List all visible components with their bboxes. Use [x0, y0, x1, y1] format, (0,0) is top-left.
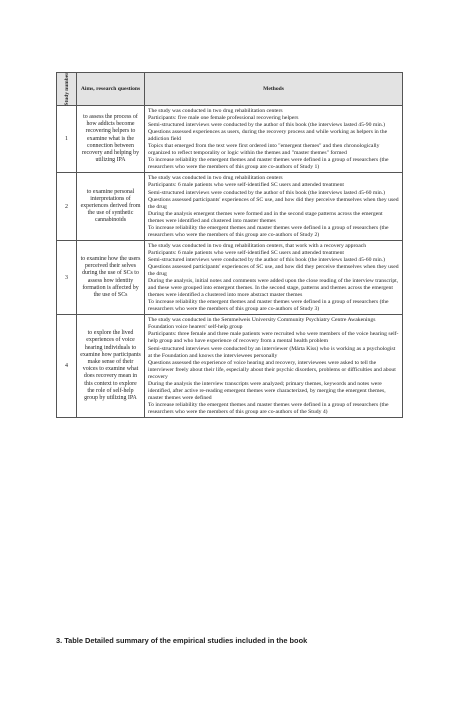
header-study-number — [57, 73, 77, 106]
method-line: To increase reliability the emergent themes and master themes were defined in a group of researchers (the researchers who were the members of this group are co-authors of Study 1) — [148, 157, 389, 171]
method-line: Topics that emerged from the text were first ordered into "emergent themes" and then chronologically organized to reflect temporality or logic within the themes and "master themes" formed — [148, 143, 380, 157]
header-methods: Methods — [145, 73, 403, 106]
header-aims: Aims, research questions — [77, 73, 145, 106]
method-line: Semi-structured interviews were conducted by the author of this book (the interviews lasted 45-60 min.) — [148, 256, 386, 263]
method-line: To increase reliability the emergent themes and master themes were defined in a group of researchers (the researchers who were the members of this group are co-authors of Study 3) — [148, 299, 389, 313]
study-number-cell: 4 — [57, 315, 77, 418]
method-line: During the analysis emergent themes were formed and in the second stage patterns across the emergent themes were identified and clustered into master themes — [148, 210, 383, 224]
table-caption: 3. Table Detailed summary of the empirical studies included in the book — [56, 636, 308, 645]
method-line: Participants: 6 male patients who were self-identified SC users and attended treatment — [148, 249, 345, 256]
aims-cell: to examine how the users perceived their selves during the use of SCs to assess how identity formation is affected by the use of SCs — [77, 240, 145, 314]
method-line: The study was conducted in the Semmelweis University Community Psychiatry Centre Awakenings Foundation voice hearers' self-help group — [148, 317, 376, 331]
table-row — [57, 106, 403, 173]
method-line: Semi-structured interviews were conducted by the author of this book (the interviews lasted 45-90 min.) — [148, 122, 386, 129]
method-line: During the analysis, initial notes and comments were added upon the close reading of the interview transcript, and these were grouped into emergent themes. In the second stage, patterns and themes across the emergent themes were identified a clustered into more abstract master themes — [148, 278, 399, 299]
method-line: The study was conducted in two drug rehabilitation centers — [148, 108, 283, 114]
aims-cell: to explore the lived experiences of voice hearing individuals to examine how participants make sense of their voices to examine what does recovery mean in this context to explore the role of self-help group by utilizing IPA — [77, 315, 145, 418]
methods-cell — [145, 315, 403, 418]
aims-cell: to assess the process of how addicts become recovering helpers to examine what is the connection between recovery and helping by utilizing IPA — [77, 106, 145, 173]
method-line: Questions assessed participants' experiences of SC use, and how did they perceive themselves when they used the drug — [148, 263, 399, 278]
method-line: Participants: three female and three male patients were recruited who were members of the voice hearing self-help group and who have experience of recovery from a mental health problem — [148, 331, 399, 345]
header-study-number-label: Study number — [63, 72, 70, 106]
table-row — [57, 173, 403, 240]
table-row — [57, 240, 403, 314]
method-line: During the analysis the interview transcripts were analyzed; primary themes, keywords and notes were identified, after active re-reading emergent themes were characterized, by merging the emergent themes, master themes were defined — [148, 380, 386, 401]
study-number-cell: 1 — [57, 106, 77, 173]
studies-table — [56, 72, 403, 418]
method-line: To increase reliability the emergent themes and master themes were defined in a group of researchers (the researchers who were the members of this group are co-authors of Study 2) — [148, 224, 389, 238]
table-header-row — [57, 73, 403, 106]
method-line: The study was conducted in two drug rehabilitation centers, that work with a recovery approach — [148, 242, 367, 249]
methods-cell — [145, 173, 403, 240]
table-row — [57, 315, 403, 418]
method-line: Participants: five male one female professional recovering helpers — [148, 115, 299, 122]
document-page — [56, 72, 402, 418]
methods-cell — [145, 106, 403, 173]
method-line: The study was conducted in two drug rehabilitation centers — [148, 175, 283, 182]
study-number-cell: 3 — [57, 240, 77, 314]
method-line: Participants: 6 male patients who were self-identified SC users and attended treatment — [148, 182, 345, 189]
method-line: Semi-structured interviews were conducted by an interviewer (Márta Kiss) who is working as a psychologist at the Foundation and knows the interviewees personally — [148, 345, 396, 359]
method-line: Questions assessed participants' experiences of SC use, and how did they perceive themselves when they used the drug — [148, 196, 399, 210]
method-line: Questions assessed the experience of voice hearing and recovery, interviewees were asked to tell the interviewer freely about their life, especially about their psychic disorders, problems or difficulties and about recovery — [148, 359, 396, 380]
aims-cell: to examine personal interpretations of experiences derived from the use of synthetic cannabinoids — [77, 173, 145, 240]
methods-cell — [145, 240, 403, 314]
study-number-cell: 2 — [57, 173, 77, 240]
method-line: Questions assessed experiences as users, during the recovery process and while working as helpers in the addiction field — [148, 129, 388, 143]
method-line: Semi-structured interviews were conducted by the author of this book (the interviews lasted 45-60 min.) — [148, 189, 386, 196]
method-line: To increase reliability the emergent themes and master themes were defined in a group of researchers (the researchers who were the members of this group are co-authors of the Study 4) — [148, 401, 389, 415]
